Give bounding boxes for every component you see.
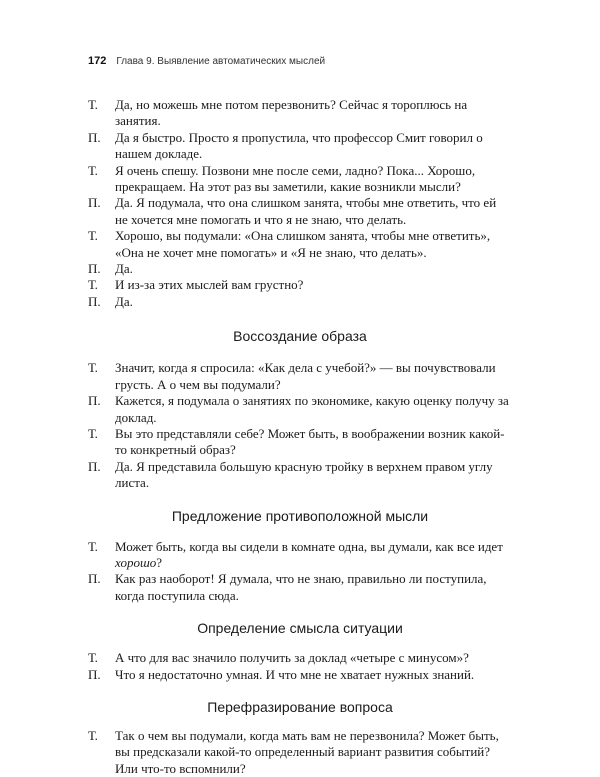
dialogue-text: Да. Я подумала, что она слишком занята, чтобы мне ответить, что ей не хочется мне помогать и что я не знаю, что делать. (115, 195, 497, 227)
speaker-label: Т. (88, 228, 98, 244)
dialogue-line (88, 261, 512, 277)
speaker-label: П. (88, 393, 101, 409)
dialogue-line (88, 459, 512, 492)
speaker-label: Т. (88, 97, 98, 112)
dialogue-block (88, 360, 512, 491)
dialogue-text: Так о чем вы подумали, когда мать вам не перезвонила? Может быть, вы предсказали какой-то определенный вариант развития событий? Или что-то вспомнили? (115, 727, 499, 776)
dialogue-text: Да я быстро. Просто я пропустила, что профессор Смит говорил о нашем докладе. (115, 129, 483, 162)
speaker-label: П. (88, 458, 101, 474)
dialogue-line (88, 426, 512, 459)
speaker-label: Т. (88, 162, 98, 178)
dialogue-text-end: ? (156, 554, 163, 570)
emphasized-word: хорошо (115, 554, 157, 570)
dialogue-line (88, 228, 512, 261)
section-heading: Воссоздание образа (233, 328, 367, 345)
dialogue-line (88, 539, 512, 572)
speaker-label: П. (88, 666, 101, 682)
dialogue-text: Кажется, я подумала о занятиях по экономике, какую оценку получу за доклад. (115, 393, 509, 425)
dialogue-text: Вы это представляли себе? Может быть, в воображении возник какой-то конкретный образ? (115, 425, 505, 458)
dialogue-text: И из-за этих мыслей вам грустно? (115, 277, 304, 293)
dialogue-line (88, 163, 512, 196)
speaker-label: Т. (88, 538, 98, 554)
dialogue-line (88, 195, 512, 228)
section-heading: Предложение противоположной мысли (171, 507, 429, 524)
dialogue-line (88, 728, 512, 777)
section-heading: Перефразирование вопроса (207, 698, 393, 715)
page-body (88, 97, 512, 777)
speaker-label: П. (88, 129, 101, 145)
speaker-label: Т. (88, 425, 98, 441)
dialogue-line (88, 571, 512, 604)
dialogue-line (88, 130, 512, 163)
speaker-label: П. (88, 195, 101, 211)
speaker-label: П. (88, 261, 101, 277)
speaker-label: Т. (88, 650, 98, 666)
dialogue-text: Да, но можешь мне потом перезвонить? Сейчас я тороплюсь на занятия. (115, 97, 468, 129)
dialogue-line (88, 360, 512, 393)
page-number: 172 (88, 55, 107, 67)
section-heading: Определение смысла ситуации (197, 620, 403, 637)
dialogue-text: Хорошо, вы подумали: «Она слишком занята, чтобы мне ответить», «Она не хочет мне помогать» и «Я не знаю, что делать». (115, 228, 491, 260)
dialogue-line (88, 294, 512, 310)
dialogue-block (88, 728, 512, 777)
dialogue-line (88, 667, 512, 683)
dialogue-line (88, 97, 512, 130)
dialogue-text: Как раз наоборот! Я думала, что не знаю, правильно ли поступила, когда поступила сюда. (115, 571, 487, 603)
speaker-label: П. (88, 571, 101, 587)
speaker-label: Т. (88, 727, 98, 743)
dialogue-block (88, 97, 512, 310)
dialogue-block (88, 650, 512, 683)
dialogue-line (88, 650, 512, 666)
dialogue-text: Значит, когда я спросила: «Как дела с учебой?» — вы почувствовали грусть. А о чем вы подумали? (115, 360, 496, 392)
dialogue-block (88, 539, 512, 605)
dialogue-text: Что я недостаточно умная. И что мне не хватает нужных знаний. (115, 666, 475, 682)
speaker-label: Т. (88, 360, 98, 376)
dialogue-text: Да. (115, 293, 133, 309)
dialogue-text: А что для вас значило получить за доклад «четыре с минусом»? (115, 650, 469, 666)
speaker-label: П. (88, 293, 101, 309)
dialogue-line (88, 393, 512, 426)
speaker-label: Т. (88, 277, 98, 293)
dialogue-text: Да. (115, 261, 133, 277)
dialogue-text: Я очень спешу. Позвони мне после семи, ладно? Пока... Хорошо, прекращаем. На этот раз вы заметили, какие возникли мысли? (115, 162, 476, 195)
dialogue-text: Может быть, когда вы сидели в комнате одна, вы думали, как все идет (115, 538, 503, 554)
dialogue-text: Да. Я представила большую красную тройку в верхнем правом углу листа. (115, 458, 493, 491)
dialogue-line (88, 277, 512, 293)
running-title: Глава 9. Выявление автоматических мыслей (116, 56, 326, 67)
running-header (88, 55, 325, 67)
